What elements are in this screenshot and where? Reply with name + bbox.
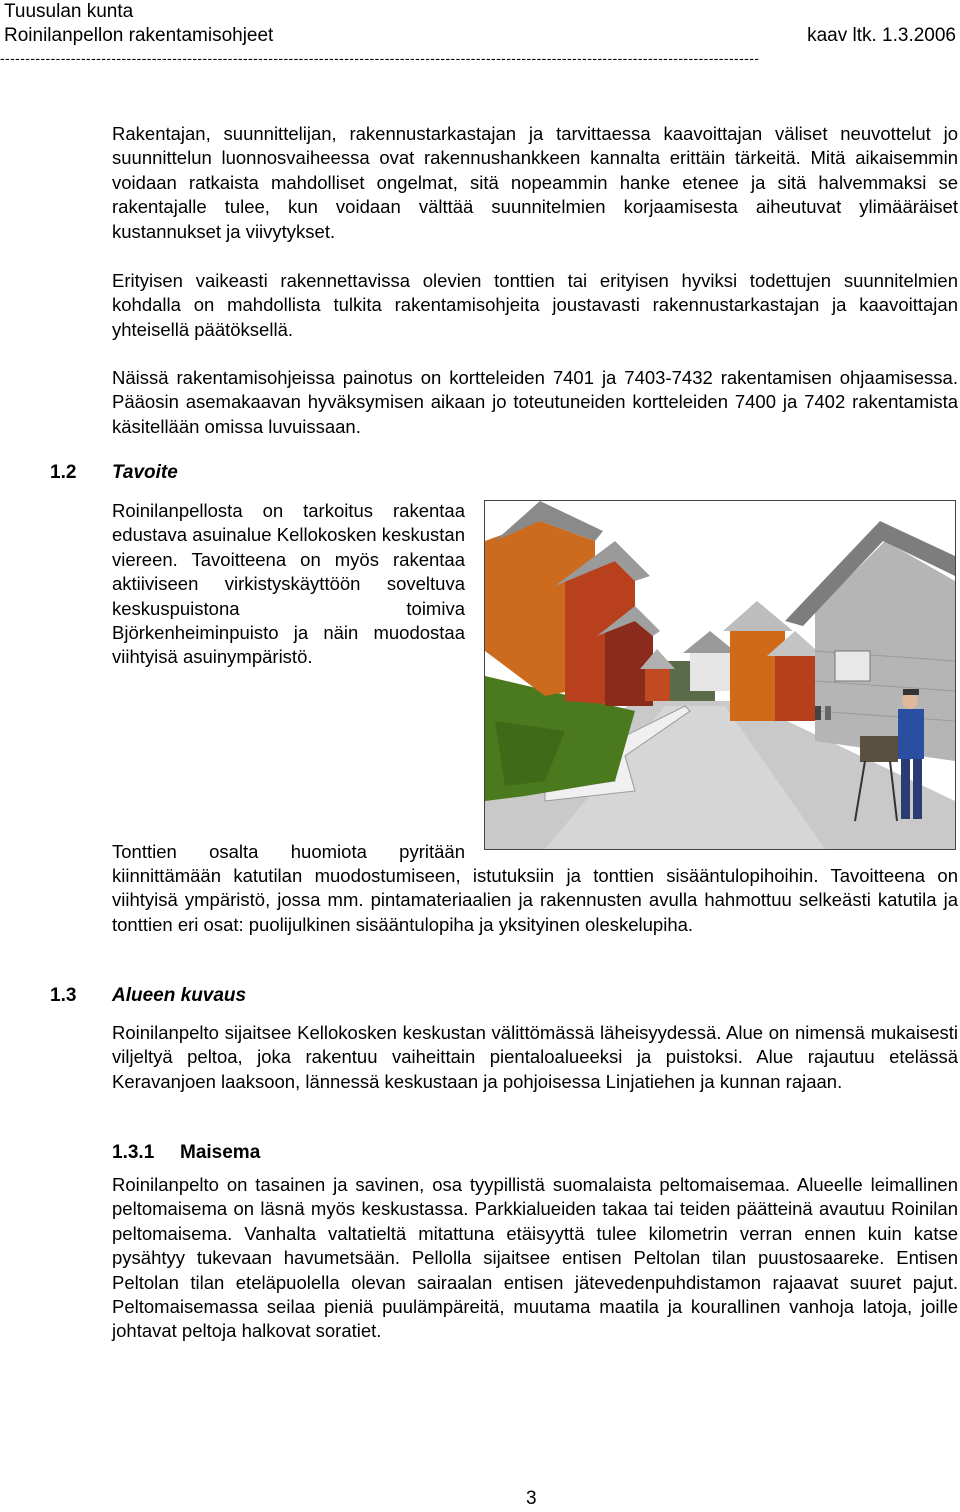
header-rule: ------------------------------------------------------------------------------------------------------------------------------------------------------ (0, 50, 760, 66)
street-illustration-drawing (485, 501, 955, 849)
street-illustration (484, 500, 956, 850)
section-number-1-3-1: 1.3.1 (112, 1142, 155, 1163)
section-number-1-2: 1.2 (50, 462, 77, 483)
tavoite-paragraph-1: Roinilanpellosta on tarkoitus rakentaa edustava asuinalue Kellokosken keskustan viereen. Tavoitteena on myös rakentaa aktiiviseen virkistyskäyttöön soveltuva keskuspuistona toimiva Björkenheiminpuisto ja näin muodostaa viihtyisä asuinympäristö. (112, 500, 465, 668)
section-title-tavoite: Tavoite (112, 462, 178, 483)
alueen-kuvaus-paragraph: Roinilanpelto sijaitsee Kellokosken keskustan välittömässä läheisyydessä. Alue on nimensä mukaisesti viljeltyä peltoa, joka rakentuu vaiheittain pientaloalueeksi ja puistoksi. Alue rajautuu etelässä Keravanjoen laaksoon, lännessä keskustaan ja pohjoisessa Linjatiehen ja kunnan rajaan. (112, 1022, 958, 1092)
tavoite-paragraph-2-line-1: Tonttien osalta huomiota pyritään (112, 841, 465, 862)
header-org: Tuusulan kunta (4, 1, 134, 22)
header-doc-title: Roinilanpellon rakentamisohjeet (4, 25, 274, 46)
section-title-alueen-kuvaus: Alueen kuvaus (112, 985, 247, 1006)
header-version: kaav ltk. 1.3.2006 (807, 25, 956, 46)
intro-paragraph-1: Rakentajan, suunnittelijan, rakennustarkastajan ja tarvittaessa kaavoittajan väliset neuvottelut jo suunnittelun luonnosvaiheessa ovat rakennushankkeen kannalta erittäin tärkeitä. Mitä aikaisemmin voidaan ratkaista mahdolliset ongelmat, sitä nopeammin hanke etenee ja sitä halvemmaksi se rakentajalle tulee, kun voidaan välttää suunnitelmien korjaamisesta aiheutuvat ylimääräiset kustannukset ja viivytykset. (112, 123, 958, 242)
maisema-paragraph: Roinilanpelto on tasainen ja savinen, osa tyypillistä suomalaista peltomaisemaa. Alueelle leimallinen peltomaisema on läsnä myös keskustassa. Parkkialueiden takaa tai teiden päätteinä avautuu Roinilan peltomaisema. Vanhalta valtatieltä mitattuna etäisyyttä tulee kilometrin verran ennen kuin katse pysähtyy tukevaan havumetsään. Pellolla sijaitsee entisen Peltolan tilan puustosaareke. Entisen Peltolan tilan eteläpuolella olevan sairaalan entisen jätevedenpuhdistamon rajaavat suuret pajut. Peltomaisemassa seilaa pieniä puulämpäreitä, muutama maatila ja kourallinen vanhoja latoja, joille johtavat peltoja halkovat soratiet. (112, 1174, 958, 1342)
intro-paragraph-3: Näissä rakentamisohjeissa painotus on kortteleiden 7401 ja 7403-7432 rakentamisen ohjaamisessa. Pääosin asemakaavan hyväksymisen aikaan jo toteutuneiden kortteleiden 7400 ja 7402 rakentamista käsitellään omissa luvuissaan. (112, 367, 958, 437)
section-number-1-3: 1.3 (50, 985, 77, 1006)
page-number: 3 (526, 1488, 537, 1509)
intro-paragraph-2: Erityisen vaikeasti rakennettavissa olevien tonttien tai erityisen hyviksi todettujen suunnitelmien kohdalla on mahdollista tulkita rakentamisohjeita joustavasti rakennustarkastajan ja kaavoittajan yhteisellä päätöksellä. (112, 270, 958, 340)
tavoite-paragraph-2-rest: kiinnittämään katutilan muodostumiseen, istutuksiin ja tonttien sisääntulopihoihin. Tavoitteena on viihtyisä ympäristö, jossa mm. pintamateriaalien ja rakennusten avulla hahmottuu selkeästi katutila ja tonttien eri osat: puolijulkinen sisääntulopiha ja yksityinen oleskelupiha. (112, 865, 958, 935)
section-title-maisema: Maisema (180, 1142, 261, 1163)
